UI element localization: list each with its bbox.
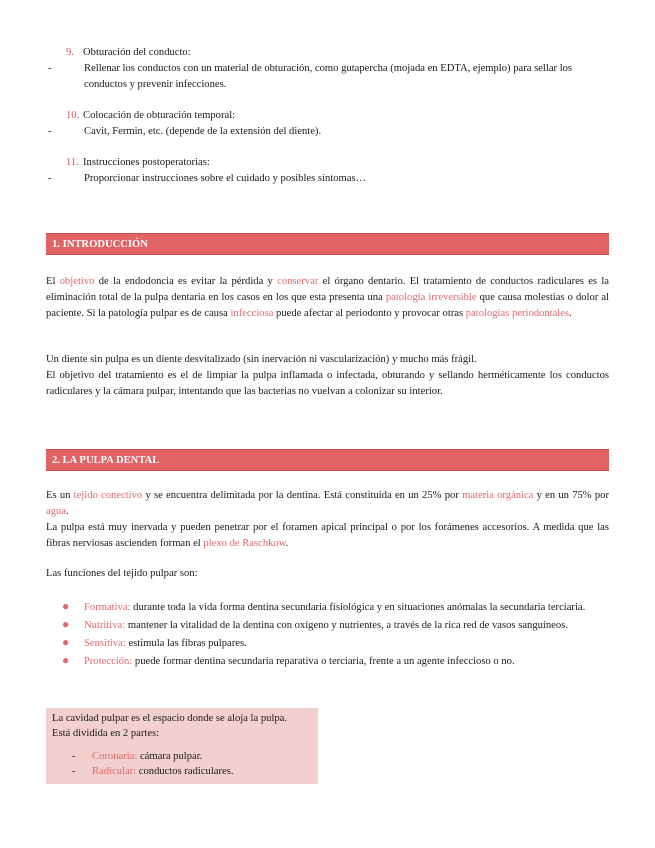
highlight-term: agua — [46, 506, 66, 517]
section-heading-pulpa-dental: 2. LA PULPA DENTAL — [46, 449, 609, 471]
step-number: 9. — [66, 47, 74, 58]
step-bullet: Proporcionar instrucciones sobre el cuidado y posibles síntomas… — [84, 173, 367, 184]
funciones-intro: Las funciones del tejido pulpar son: — [46, 568, 198, 579]
list-item: ● Sensitiva: estimula las fibras pulpares. — [62, 635, 247, 649]
highlight-term: infecciosa — [230, 308, 274, 319]
dash: - — [48, 63, 52, 74]
list-item: ● Formativa: durante toda la vida forma dentina secundaria fisiológica y en situaciones anómalas la secundaria terciaria. — [62, 599, 586, 613]
bullet-dot-icon: ● — [62, 617, 70, 631]
text-line: El objetivo del tratamiento es el de limpiar la pulpa inflamada o infectada, obturando y sellando herméticamente los conductos radiculares y la cámara pulpar, intentando que las bacterias no vuelvan a colonizar su interior. — [46, 370, 609, 397]
bullet-dot-icon: ● — [62, 635, 70, 649]
dash: - — [48, 173, 52, 184]
highlight-term: tejido conectivo — [73, 490, 143, 501]
note-line: Está dividida en 2 partes: — [52, 728, 160, 739]
highlight-term: materia orgánica — [462, 490, 534, 501]
highlight-term: patología irreversible — [385, 292, 477, 303]
list-item: ● Nutritiva: mantener la vitalidad de la dentina con oxígeno y nutrientes, a través de la rica red de vasos sanguíneos. — [62, 617, 568, 631]
bullet-dot-icon: ● — [62, 599, 70, 613]
dash: - — [48, 126, 52, 137]
bullet-dot-icon: ● — [62, 653, 70, 667]
list-item: - Coronaria: cámara pulpar. — [72, 751, 203, 762]
step-title: Obturación del conducto: — [83, 47, 191, 58]
step-bullet: Rellenar los conductos con un material de obturación, como gutapercha (mojada en EDTA, ejemplo) para sellar los conductos y prevenir infecciones. — [84, 63, 573, 90]
cavidad-pulpar-note — [46, 708, 318, 784]
step-number: 10. — [66, 110, 80, 121]
steps-list — [46, 45, 609, 187]
note-line: La cavidad pulpar es el espacio donde se aloja la pulpa. — [52, 713, 288, 724]
list-item: - Radicular: conductos radiculares. — [72, 766, 234, 777]
intro-paragraph-2 — [46, 352, 609, 400]
step-bullet: Cavit, Fermin, etc. (depende de la extensión del diente). — [84, 126, 322, 137]
intro-paragraph: El objetivo de la endodoncia es evitar la pérdida y conservar el órgano dentario. El tratamiento de conductos radiculares es la eliminación total de la pulpa dentaria en los casos en los que esta presenta una patología irreversible que causa molestias o dolor al paciente. Si la patología pulpar es de causa infecciosa puede afectar al periodonto y provocar otras patologías periodontales. — [46, 276, 609, 319]
highlight-term: conservar — [277, 276, 319, 287]
list-item: ● Protección: puede formar dentina secundaria reparativa o terciaria, frente a un agente infeccioso o no. — [62, 653, 515, 667]
section-heading-introduccion: 1. INTRODUCCIÓN — [46, 233, 609, 255]
text-line: Un diente sin pulpa es un diente desvitalizado (sin inervación ni vascularización) y mucho más frágil. — [46, 354, 477, 365]
pulpa-paragraph: Es un tejido conectivo y se encuentra delimitada por la dentina. Está constituida en un 25% por materia orgánica y en un 75% por agua. La pulpa está muy inervada y pueden penetrar por el foramen apical principal o por los forámenes accesorios. A medida que las fibras nerviosas ascienden forman el plexo de Raschkow. — [46, 490, 609, 549]
step-number: 11. — [66, 157, 79, 168]
step-9 — [46, 45, 609, 93]
step-title: Colocación de obturación temporal: — [83, 110, 236, 121]
highlight-term: patologías periodontales — [465, 308, 570, 319]
step-11 — [46, 155, 609, 187]
step-10 — [46, 108, 609, 140]
step-title: Instrucciones postoperatorias: — [83, 157, 210, 168]
highlight-term: plexo de Raschkow — [203, 538, 286, 549]
functions-list — [46, 598, 609, 670]
highlight-term: objetivo — [59, 276, 95, 287]
